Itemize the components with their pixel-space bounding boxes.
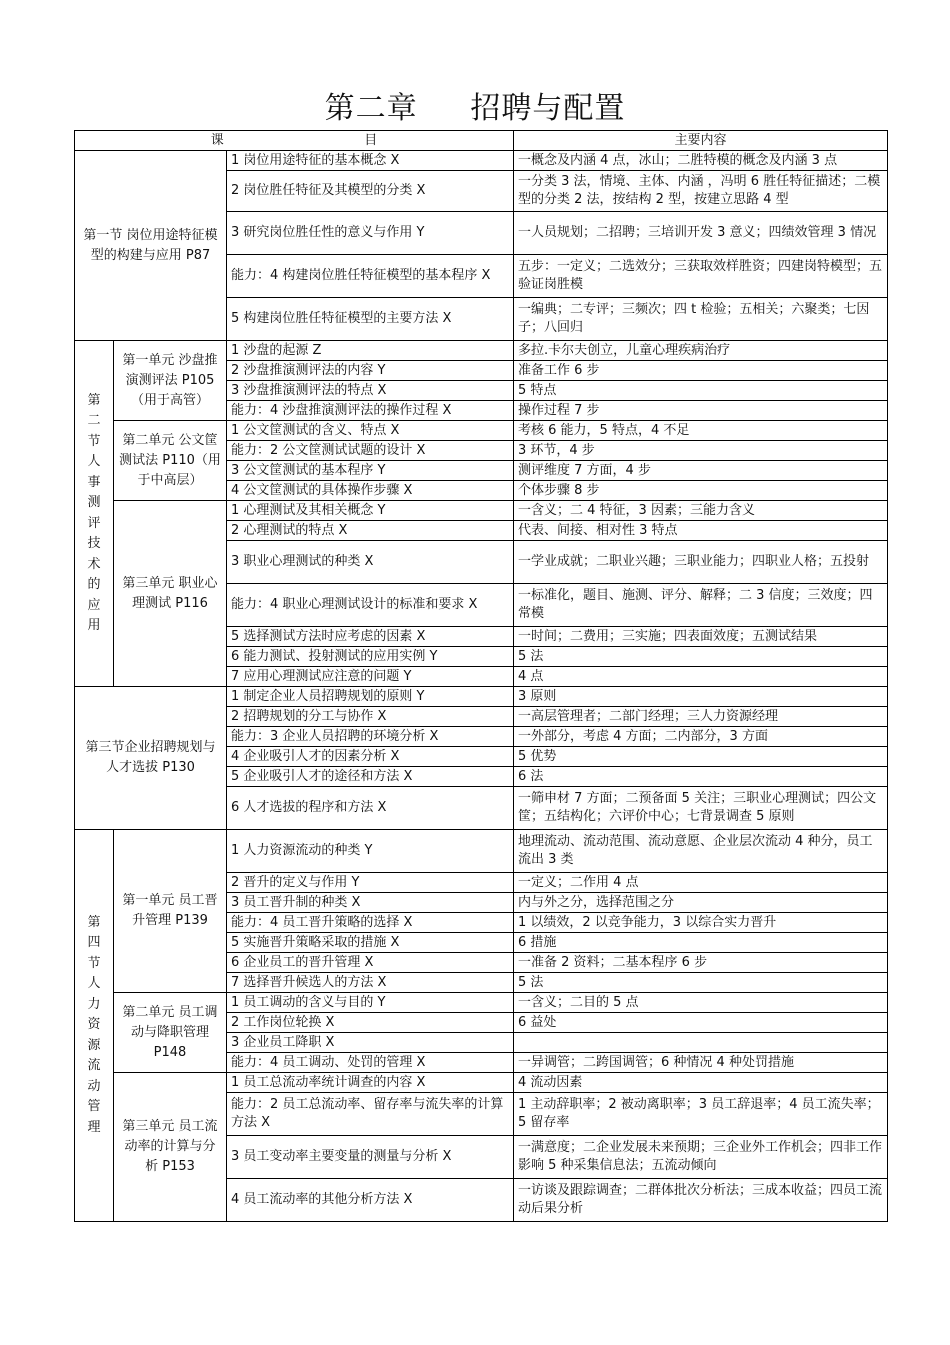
topic-cell: 7 选择晋升候选人的方法 X bbox=[227, 973, 514, 993]
topic-cell: 2 沙盘推演测评法的内容 Y bbox=[227, 361, 514, 381]
content-cell: 一准备 2 资料；二基本程序 6 步 bbox=[514, 953, 888, 973]
topic-cell: 6 人才选拔的程序和方法 X bbox=[227, 787, 514, 830]
topic-cell: 能力：3 企业人员招聘的环境分析 X bbox=[227, 727, 514, 747]
topic-cell: 4 公文筐测试的具体操作步骤 X bbox=[227, 481, 514, 501]
header-row bbox=[75, 131, 888, 151]
table-row bbox=[75, 501, 888, 521]
section-label: 第二节人事测评技术的应用 bbox=[87, 392, 101, 633]
topic-cell: 1 心理测试及其相关概念 Y bbox=[227, 501, 514, 521]
table-row bbox=[75, 1073, 888, 1093]
topic-cell: 2 晋升的定义与作用 Y bbox=[227, 873, 514, 893]
content-cell: 一学业成就；二职业兴趣；三职业能力；四职业人格；五投射 bbox=[514, 541, 888, 584]
content-cell: 3 环节，4 步 bbox=[514, 441, 888, 461]
page-title: 第二章 招聘与配置 bbox=[324, 91, 626, 126]
topic-cell: 2 岗位胜任特征及其模型的分类 X bbox=[227, 171, 514, 212]
topic-cell: 3 员工变动率主要变量的测量与分析 X bbox=[227, 1136, 514, 1179]
table-row bbox=[75, 151, 888, 171]
topic-cell: 1 员工总流动率统计调查的内容 X bbox=[227, 1073, 514, 1093]
table-row bbox=[75, 993, 888, 1013]
unit-cell: 第三单元 职业心理测试 P116 bbox=[114, 501, 227, 687]
topic-cell: 1 员工调动的含义与目的 Y bbox=[227, 993, 514, 1013]
content-cell: 多拉.卡尔夫创立，儿童心理疾病治疗 bbox=[514, 341, 888, 361]
unit-cell: 第三单元 员工流动率的计算与分析 P153 bbox=[114, 1073, 227, 1222]
section-label: 第四节人力资源流动管理 bbox=[87, 914, 101, 1135]
topic-cell: 2 招聘规划的分工与协作 X bbox=[227, 707, 514, 727]
content-cell: 6 益处 bbox=[514, 1013, 888, 1033]
content-cell: 6 措施 bbox=[514, 933, 888, 953]
content-cell: 4 点 bbox=[514, 667, 888, 687]
section-cell bbox=[75, 341, 114, 687]
section-cell: 第一节 岗位用途特征模型的构建与应用 P87 bbox=[75, 151, 227, 341]
topic-cell: 能力：4 员工调动、处罚的管理 X bbox=[227, 1053, 514, 1073]
content-cell: 一定义；二作用 4 点 bbox=[514, 873, 888, 893]
content-cell: 4 流动因素 bbox=[514, 1073, 888, 1093]
topic-cell: 3 公文筐测试的基本程序 Y bbox=[227, 461, 514, 481]
content-cell: 1 主动辞职率；2 被动离职率；3 员工辞退率；4 员工流失率；5 留存率 bbox=[514, 1093, 888, 1136]
content-cell: 测评维度 7 方面，4 步 bbox=[514, 461, 888, 481]
topic-cell: 能力：4 职业心理测试设计的标准和要求 X bbox=[227, 584, 514, 627]
content-cell: 操作过程 7 步 bbox=[514, 401, 888, 421]
content-cell: 一含义；二 4 特征，3 因素；三能力含义 bbox=[514, 501, 888, 521]
content-cell: 内与外之分，选择范围之分 bbox=[514, 893, 888, 913]
table-row bbox=[75, 341, 888, 361]
content-cell: 一访谈及跟踪调查；二群体批次分析法；三成本收益；四员工流动后果分析 bbox=[514, 1179, 888, 1222]
table-row bbox=[75, 830, 888, 873]
topic-cell: 1 制定企业人员招聘规划的原则 Y bbox=[227, 687, 514, 707]
topic-cell: 5 企业吸引人才的途径和方法 X bbox=[227, 767, 514, 787]
content-cell: 一满意度；二企业发展未来预期；三企业外工作机会；四非工作影响 5 种采集信息法；五流动倾向 bbox=[514, 1136, 888, 1179]
content-cell: 一异调管；二跨国调管；6 种情况 4 种处罚措施 bbox=[514, 1053, 888, 1073]
content-cell bbox=[514, 1033, 888, 1053]
topic-cell: 3 职业心理测试的种类 X bbox=[227, 541, 514, 584]
content-cell: 代表、间接、相对性 3 特点 bbox=[514, 521, 888, 541]
topic-cell: 5 实施晋升策略采取的措施 X bbox=[227, 933, 514, 953]
topic-cell: 能力：2 公文筐测试试题的设计 X bbox=[227, 441, 514, 461]
content-cell: 一编典；二专评；三频次；四 t 检验；五相关；六聚类；七因子；八回归 bbox=[514, 298, 888, 341]
content-cell: 一分类 3 法，情境、主体、内涵 ，冯明 6 胜任特征描述；二模型的分类 2 法，按结构 2 型，按建立思路 4 型 bbox=[514, 171, 888, 212]
topic-cell: 4 员工流动率的其他分析方法 X bbox=[227, 1179, 514, 1222]
content-cell: 5 法 bbox=[514, 973, 888, 993]
topic-cell: 2 工作岗位轮换 X bbox=[227, 1013, 514, 1033]
content-cell: 考核 6 能力，5 特点，4 不足 bbox=[514, 421, 888, 441]
topic-cell: 1 人力资源流动的种类 Y bbox=[227, 830, 514, 873]
topic-cell: 1 公文筐测试的含义、特点 X bbox=[227, 421, 514, 441]
topic-cell: 1 岗位用途特征的基本概念 X bbox=[227, 151, 514, 171]
content-cell: 五步：一定义；二选效分；三获取效样胜资；四建岗特模型；五验证岗胜模 bbox=[514, 255, 888, 298]
content-cell: 6 法 bbox=[514, 767, 888, 787]
section-cell bbox=[75, 830, 114, 1222]
content-cell: 地理流动、流动范围、流动意愿、企业层次流动 4 种分，员工流出 3 类 bbox=[514, 830, 888, 873]
unit-cell: 第一单元 员工晋升管理 P139 bbox=[114, 830, 227, 993]
content-cell: 一筛申材 7 方面；二预备面 5 关注；三职业心理测试；四公文筐；五结构化；六评价中心；七背景调查 5 原则 bbox=[514, 787, 888, 830]
table-row bbox=[75, 687, 888, 707]
section-cell: 第三节企业招聘规划与人才选拔 P130 bbox=[75, 687, 227, 830]
content-cell: 一含义；二目的 5 点 bbox=[514, 993, 888, 1013]
content-cell: 1 以绩效，2 以竞争能力，3 以综合实力晋升 bbox=[514, 913, 888, 933]
content-cell: 5 优势 bbox=[514, 747, 888, 767]
content-cell: 一人员规划；二招聘；三培训开发 3 意义；四绩效管理 3 情况 bbox=[514, 212, 888, 255]
topic-cell: 能力：4 员工晋升策略的选择 X bbox=[227, 913, 514, 933]
content-cell: 一概念及内涵 4 点，冰山；二胜特模的概念及内涵 3 点 bbox=[514, 151, 888, 171]
content-cell: 一时间；二费用；三实施；四表面效度；五测试结果 bbox=[514, 627, 888, 647]
topic-cell: 7 应用心理测试应注意的问题 Y bbox=[227, 667, 514, 687]
topic-cell: 3 企业员工降职 X bbox=[227, 1033, 514, 1053]
topic-cell: 能力：4 沙盘推演测评法的操作过程 X bbox=[227, 401, 514, 421]
header-content: 主要内容 bbox=[514, 131, 888, 151]
topic-cell: 能力：4 构建岗位胜任特征模型的基本程序 X bbox=[227, 255, 514, 298]
topic-cell: 5 选择测试方法时应考虑的因素 X bbox=[227, 627, 514, 647]
content-cell: 5 法 bbox=[514, 647, 888, 667]
topic-cell: 3 员工晋升制的种类 X bbox=[227, 893, 514, 913]
content-cell: 个体步骤 8 步 bbox=[514, 481, 888, 501]
topic-cell: 6 能力测试、投射测试的应用实例 Y bbox=[227, 647, 514, 667]
topic-cell: 3 沙盘推演测评法的特点 X bbox=[227, 381, 514, 401]
topic-cell: 1 沙盘的起源 Z bbox=[227, 341, 514, 361]
topic-cell: 6 企业员工的晋升管理 X bbox=[227, 953, 514, 973]
header-topic: 课 目 bbox=[75, 131, 514, 151]
unit-cell: 第二单元 公文筐测试法 P110（用于中高层） bbox=[114, 421, 227, 501]
course-table bbox=[74, 130, 888, 1222]
topic-cell: 能力：2 员工总流动率、留存率与流失率的计算方法 X bbox=[227, 1093, 514, 1136]
content-cell: 3 原则 bbox=[514, 687, 888, 707]
content-cell: 一高层管理者；二部门经理；三人力资源经理 bbox=[514, 707, 888, 727]
content-cell: 5 特点 bbox=[514, 381, 888, 401]
content-cell: 一标准化，题目、施测、评分、解释；二 3 信度；三效度；四常模 bbox=[514, 584, 888, 627]
topic-cell: 4 企业吸引人才的因素分析 X bbox=[227, 747, 514, 767]
content-cell: 一外部分，考虑 4 方面；二内部分，3 方面 bbox=[514, 727, 888, 747]
topic-cell: 3 研究岗位胜任性的意义与作用 Y bbox=[227, 212, 514, 255]
topic-cell: 5 构建岗位胜任特征模型的主要方法 X bbox=[227, 298, 514, 341]
content-cell: 准备工作 6 步 bbox=[514, 361, 888, 381]
unit-cell: 第二单元 员工调动与降职管理 P148 bbox=[114, 993, 227, 1073]
unit-cell: 第一单元 沙盘推演测评法 P105（用于高管） bbox=[114, 341, 227, 421]
table-row bbox=[75, 421, 888, 441]
topic-cell: 2 心理测试的特点 X bbox=[227, 521, 514, 541]
